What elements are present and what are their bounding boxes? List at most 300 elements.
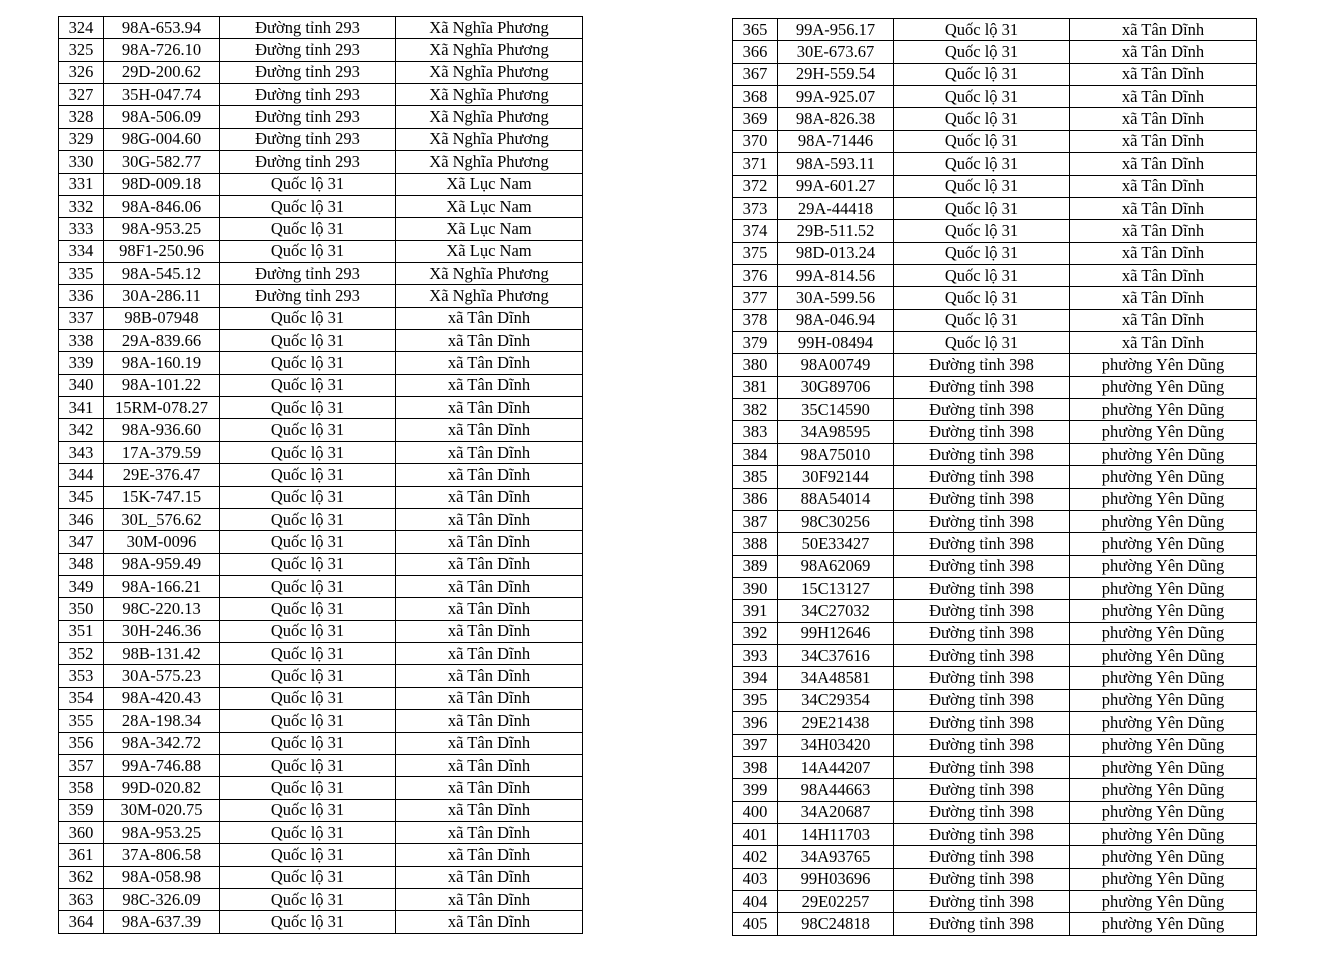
row-index-cell: 371 [733,153,778,175]
road-name-cell: Đường tỉnh 398 [894,622,1070,644]
row-index-cell: 354 [59,687,104,709]
license-plate-cell: 29B-511.52 [778,220,894,242]
license-plate-cell: 99H03696 [778,868,894,890]
row-index-cell: 338 [59,330,104,352]
table-row [59,553,583,575]
license-plate-cell: 98A-953.25 [104,821,220,843]
table-row [733,86,1257,108]
road-name-cell: Đường tỉnh 398 [894,376,1070,398]
road-name-cell: Đường tỉnh 398 [894,577,1070,599]
table-row [59,419,583,441]
license-plate-cell: 34A48581 [778,667,894,689]
commune-name-cell: xã Tân Dĩnh [1070,41,1257,63]
license-plate-cell: 30A-599.56 [778,287,894,309]
row-index-cell: 373 [733,197,778,219]
commune-name-cell: xã Tân Dĩnh [1070,153,1257,175]
row-index-cell: 327 [59,84,104,106]
row-index-cell: 403 [733,868,778,890]
road-name-cell: Đường tỉnh 398 [894,533,1070,555]
road-name-cell: Quốc lộ 31 [220,687,396,709]
commune-name-cell: Xã Nghĩa Phương [396,61,583,83]
table-row [59,128,583,150]
license-plate-cell: 15K-747.15 [104,486,220,508]
row-index-cell: 358 [59,777,104,799]
table-row [733,533,1257,555]
row-index-cell: 324 [59,17,104,39]
table-row [733,309,1257,331]
road-name-cell: Quốc lộ 31 [894,332,1070,354]
table-row [59,531,583,553]
license-plate-cell: 98A-545.12 [104,262,220,284]
row-index-cell: 398 [733,756,778,778]
road-name-cell: Quốc lộ 31 [220,218,396,240]
commune-name-cell: Xã Nghĩa Phương [396,84,583,106]
commune-name-cell: xã Tân Dĩnh [1070,19,1257,41]
row-index-cell: 375 [733,242,778,264]
table-row [733,287,1257,309]
commune-name-cell: phường Yên Dũng [1070,779,1257,801]
row-index-cell: 365 [733,19,778,41]
license-plate-cell: 30E-673.67 [778,41,894,63]
row-index-cell: 383 [733,421,778,443]
row-index-cell: 391 [733,600,778,622]
commune-name-cell: xã Tân Dĩnh [396,330,583,352]
road-name-cell: Quốc lộ 31 [220,777,396,799]
road-name-cell: Quốc lộ 31 [220,665,396,687]
road-name-cell: Quốc lộ 31 [220,911,396,933]
license-plate-cell: 99H12646 [778,622,894,644]
commune-name-cell: xã Tân Dĩnh [396,821,583,843]
row-index-cell: 329 [59,128,104,150]
commune-name-cell: xã Tân Dĩnh [1070,220,1257,242]
license-plate-cell: 98D-013.24 [778,242,894,264]
table-row [733,264,1257,286]
table-row [59,665,583,687]
license-plate-cell: 98A62069 [778,555,894,577]
table-row [59,106,583,128]
table-row [733,801,1257,823]
row-index-cell: 346 [59,508,104,530]
table-row [733,645,1257,667]
table-body-right [733,19,1257,936]
road-name-cell: Quốc lộ 31 [894,19,1070,41]
road-name-cell: Quốc lộ 31 [894,175,1070,197]
commune-name-cell: phường Yên Dũng [1070,488,1257,510]
row-index-cell: 349 [59,575,104,597]
table-row [59,218,583,240]
commune-name-cell: xã Tân Dĩnh [396,508,583,530]
row-index-cell: 395 [733,689,778,711]
table-row [59,374,583,396]
license-plate-cell: 37A-806.58 [104,844,220,866]
commune-name-cell: phường Yên Dũng [1070,823,1257,845]
row-index-cell: 372 [733,175,778,197]
road-name-cell: Quốc lộ 31 [894,130,1070,152]
road-name-cell: Quốc lộ 31 [894,287,1070,309]
commune-name-cell: xã Tân Dĩnh [1070,63,1257,85]
table-row [59,240,583,262]
commune-name-cell: phường Yên Dũng [1070,645,1257,667]
table-row [59,441,583,463]
license-plate-cell: 29D-200.62 [104,61,220,83]
road-name-cell: Quốc lộ 31 [220,844,396,866]
license-plate-cell: 34A93765 [778,846,894,868]
row-index-cell: 393 [733,645,778,667]
license-plate-cell: 30G-582.77 [104,151,220,173]
road-name-cell: Quốc lộ 31 [220,352,396,374]
road-name-cell: Đường tỉnh 293 [220,151,396,173]
road-name-cell: Đường tỉnh 398 [894,399,1070,421]
road-name-cell: Đường tỉnh 398 [894,846,1070,868]
commune-name-cell: xã Tân Dĩnh [396,575,583,597]
license-plate-cell: 98A-046.94 [778,309,894,331]
table-row [59,508,583,530]
commune-name-cell: xã Tân Dĩnh [396,889,583,911]
commune-name-cell: xã Tân Dĩnh [396,687,583,709]
table-row [733,555,1257,577]
license-plate-cell: 98A-826.38 [778,108,894,130]
road-name-cell: Đường tỉnh 398 [894,734,1070,756]
license-plate-cell: 28A-198.34 [104,710,220,732]
table-row [59,732,583,754]
road-name-cell: Quốc lộ 31 [220,732,396,754]
license-plate-cell: 30F92144 [778,466,894,488]
road-name-cell: Đường tỉnh 293 [220,128,396,150]
road-name-cell: Quốc lộ 31 [220,889,396,911]
license-plate-cell: 98A-953.25 [104,218,220,240]
commune-name-cell: xã Tân Dĩnh [396,754,583,776]
license-plate-cell: 34A20687 [778,801,894,823]
road-name-cell: Quốc lộ 31 [220,598,396,620]
license-plate-cell: 98A-593.11 [778,153,894,175]
table-row [733,108,1257,130]
road-name-cell: Đường tỉnh 398 [894,779,1070,801]
commune-name-cell: Xã Nghĩa Phương [396,285,583,307]
road-name-cell: Đường tỉnh 398 [894,801,1070,823]
road-name-cell: Đường tỉnh 398 [894,868,1070,890]
row-index-cell: 339 [59,352,104,374]
commune-name-cell: xã Tân Dĩnh [396,419,583,441]
table-row [59,687,583,709]
commune-name-cell: phường Yên Dũng [1070,376,1257,398]
road-name-cell: Quốc lộ 31 [894,242,1070,264]
road-name-cell: Đường tỉnh 398 [894,645,1070,667]
commune-name-cell: phường Yên Dũng [1070,600,1257,622]
license-plate-cell: 98A-726.10 [104,39,220,61]
row-index-cell: 326 [59,61,104,83]
row-index-cell: 356 [59,732,104,754]
road-name-cell: Đường tỉnh 398 [894,600,1070,622]
road-name-cell: Quốc lộ 31 [894,220,1070,242]
road-name-cell: Đường tỉnh 398 [894,354,1070,376]
license-plate-cell: 98A-637.39 [104,911,220,933]
table-row [733,846,1257,868]
license-plate-cell: 30G89706 [778,376,894,398]
road-name-cell: Đường tỉnh 398 [894,891,1070,913]
road-name-cell: Quốc lộ 31 [220,464,396,486]
row-index-cell: 355 [59,710,104,732]
table-row [59,754,583,776]
license-plate-cell: 98A-846.06 [104,195,220,217]
row-index-cell: 390 [733,577,778,599]
row-index-cell: 401 [733,823,778,845]
commune-name-cell: xã Tân Dĩnh [396,866,583,888]
commune-name-cell: xã Tân Dĩnh [396,464,583,486]
table-row [733,913,1257,935]
table-row [59,262,583,284]
row-index-cell: 388 [733,533,778,555]
table-row [733,734,1257,756]
road-name-cell: Đường tỉnh 293 [220,285,396,307]
row-index-cell: 332 [59,195,104,217]
commune-name-cell: xã Tân Dĩnh [1070,108,1257,130]
row-index-cell: 344 [59,464,104,486]
row-index-cell: 335 [59,262,104,284]
commune-name-cell: xã Tân Dĩnh [396,665,583,687]
license-plate-cell: 98C-220.13 [104,598,220,620]
road-name-cell: Quốc lộ 31 [220,531,396,553]
table-row [59,151,583,173]
commune-name-cell: phường Yên Dũng [1070,712,1257,734]
license-plate-cell: 99A-925.07 [778,86,894,108]
commune-name-cell: phường Yên Dũng [1070,354,1257,376]
license-plate-cell: 29E-376.47 [104,464,220,486]
commune-name-cell: xã Tân Dĩnh [396,553,583,575]
commune-name-cell: xã Tân Dĩnh [396,441,583,463]
commune-name-cell: xã Tân Dĩnh [1070,86,1257,108]
road-name-cell: Quốc lộ 31 [220,866,396,888]
road-name-cell: Đường tỉnh 398 [894,913,1070,935]
table-row [733,41,1257,63]
violation-table-right [732,18,1257,936]
license-plate-cell: 50E33427 [778,533,894,555]
table-row [733,622,1257,644]
commune-name-cell: phường Yên Dũng [1070,667,1257,689]
violation-table-left [58,16,583,934]
table-row [733,421,1257,443]
road-name-cell: Đường tỉnh 293 [220,262,396,284]
table-row [59,307,583,329]
license-plate-cell: 99A-814.56 [778,264,894,286]
commune-name-cell: phường Yên Dũng [1070,421,1257,443]
road-name-cell: Đường tỉnh 398 [894,667,1070,689]
row-index-cell: 377 [733,287,778,309]
road-name-cell: Đường tỉnh 398 [894,712,1070,734]
row-index-cell: 368 [733,86,778,108]
road-name-cell: Quốc lộ 31 [220,620,396,642]
row-index-cell: 351 [59,620,104,642]
table-row [59,173,583,195]
license-plate-cell: 34C29354 [778,689,894,711]
road-name-cell: Quốc lộ 31 [894,108,1070,130]
road-name-cell: Quốc lộ 31 [220,486,396,508]
table-row [733,354,1257,376]
commune-name-cell: phường Yên Dũng [1070,734,1257,756]
commune-name-cell: xã Tân Dĩnh [396,352,583,374]
table-row [733,466,1257,488]
road-name-cell: Quốc lộ 31 [220,575,396,597]
row-index-cell: 405 [733,913,778,935]
row-index-cell: 352 [59,643,104,665]
road-name-cell: Quốc lộ 31 [220,799,396,821]
table-row [733,220,1257,242]
license-plate-cell: 34C27032 [778,600,894,622]
license-plate-cell: 98A-653.94 [104,17,220,39]
road-name-cell: Quốc lộ 31 [220,419,396,441]
commune-name-cell: Xã Lục Nam [396,173,583,195]
table-row [733,130,1257,152]
row-index-cell: 331 [59,173,104,195]
commune-name-cell: phường Yên Dũng [1070,846,1257,868]
row-index-cell: 369 [733,108,778,130]
table-row [733,197,1257,219]
table-row [733,510,1257,532]
table-row [733,577,1257,599]
table-row [59,844,583,866]
license-plate-cell: 98B-131.42 [104,643,220,665]
license-plate-cell: 98A-342.72 [104,732,220,754]
row-index-cell: 325 [59,39,104,61]
license-plate-cell: 29A-44418 [778,197,894,219]
license-plate-cell: 34C37616 [778,645,894,667]
row-index-cell: 353 [59,665,104,687]
license-plate-cell: 98A75010 [778,443,894,465]
commune-name-cell: xã Tân Dĩnh [396,374,583,396]
row-index-cell: 359 [59,799,104,821]
row-index-cell: 392 [733,622,778,644]
table-row [733,175,1257,197]
license-plate-cell: 29A-839.66 [104,330,220,352]
license-plate-cell: 29H-559.54 [778,63,894,85]
commune-name-cell: phường Yên Dũng [1070,399,1257,421]
row-index-cell: 404 [733,891,778,913]
commune-name-cell: phường Yên Dũng [1070,868,1257,890]
row-index-cell: 341 [59,397,104,419]
row-index-cell: 387 [733,510,778,532]
commune-name-cell: phường Yên Dũng [1070,622,1257,644]
table-row [59,330,583,352]
commune-name-cell: phường Yên Dũng [1070,533,1257,555]
commune-name-cell: Xã Nghĩa Phương [396,106,583,128]
table-row [733,19,1257,41]
commune-name-cell: phường Yên Dũng [1070,555,1257,577]
row-index-cell: 366 [733,41,778,63]
commune-name-cell: xã Tân Dĩnh [1070,332,1257,354]
row-index-cell: 384 [733,443,778,465]
license-plate-cell: 29E02257 [778,891,894,913]
table-row [59,643,583,665]
license-plate-cell: 99A-746.88 [104,754,220,776]
row-index-cell: 347 [59,531,104,553]
license-plate-cell: 98A44663 [778,779,894,801]
commune-name-cell: xã Tân Dĩnh [396,911,583,933]
road-name-cell: Quốc lộ 31 [220,307,396,329]
road-name-cell: Đường tỉnh 398 [894,421,1070,443]
commune-name-cell: phường Yên Dũng [1070,891,1257,913]
commune-name-cell: phường Yên Dũng [1070,510,1257,532]
table-row [733,63,1257,85]
road-name-cell: Quốc lộ 31 [220,754,396,776]
table-row [733,779,1257,801]
road-name-cell: Quốc lộ 31 [220,240,396,262]
commune-name-cell: xã Tân Dĩnh [396,531,583,553]
commune-name-cell: Xã Lục Nam [396,240,583,262]
table-row [59,464,583,486]
road-name-cell: Đường tỉnh 293 [220,106,396,128]
road-name-cell: Quốc lộ 31 [894,153,1070,175]
road-name-cell: Quốc lộ 31 [220,173,396,195]
table-row [733,399,1257,421]
license-plate-cell: 30M-0096 [104,531,220,553]
road-name-cell: Quốc lộ 31 [894,264,1070,286]
table-row [733,868,1257,890]
license-plate-cell: 98A00749 [778,354,894,376]
commune-name-cell: xã Tân Dĩnh [396,620,583,642]
table-body-left [59,17,583,934]
road-name-cell: Quốc lộ 31 [220,553,396,575]
row-index-cell: 362 [59,866,104,888]
commune-name-cell: xã Tân Dĩnh [396,397,583,419]
table-row [59,777,583,799]
row-index-cell: 337 [59,307,104,329]
table-row [733,823,1257,845]
road-name-cell: Đường tỉnh 293 [220,61,396,83]
license-plate-cell: 98A-506.09 [104,106,220,128]
license-plate-cell: 98G-004.60 [104,128,220,150]
commune-name-cell: xã Tân Dĩnh [1070,130,1257,152]
license-plate-cell: 30L_576.62 [104,508,220,530]
row-index-cell: 336 [59,285,104,307]
license-plate-cell: 34A98595 [778,421,894,443]
table-row [59,821,583,843]
row-index-cell: 382 [733,399,778,421]
commune-name-cell: xã Tân Dĩnh [396,307,583,329]
road-name-cell: Đường tỉnh 293 [220,84,396,106]
commune-name-cell: xã Tân Dĩnh [396,710,583,732]
license-plate-cell: 99A-956.17 [778,19,894,41]
license-plate-cell: 98A-101.22 [104,374,220,396]
table-row [59,352,583,374]
license-plate-cell: 15C13127 [778,577,894,599]
commune-name-cell: xã Tân Dĩnh [1070,287,1257,309]
table-row [59,195,583,217]
table-row [733,712,1257,734]
road-name-cell: Quốc lộ 31 [220,397,396,419]
row-index-cell: 363 [59,889,104,911]
road-name-cell: Đường tỉnh 398 [894,756,1070,778]
license-plate-cell: 14A44207 [778,756,894,778]
row-index-cell: 333 [59,218,104,240]
row-index-cell: 360 [59,821,104,843]
table-row [59,575,583,597]
commune-name-cell: xã Tân Dĩnh [1070,309,1257,331]
commune-name-cell: Xã Lục Nam [396,218,583,240]
license-plate-cell: 99H-08494 [778,332,894,354]
row-index-cell: 374 [733,220,778,242]
row-index-cell: 370 [733,130,778,152]
row-index-cell: 334 [59,240,104,262]
road-name-cell: Đường tỉnh 293 [220,17,396,39]
row-index-cell: 394 [733,667,778,689]
road-name-cell: Đường tỉnh 398 [894,555,1070,577]
table-row [733,488,1257,510]
row-index-cell: 340 [59,374,104,396]
license-plate-cell: 30H-246.36 [104,620,220,642]
commune-name-cell: xã Tân Dĩnh [396,844,583,866]
road-name-cell: Đường tỉnh 293 [220,39,396,61]
road-name-cell: Quốc lộ 31 [220,821,396,843]
commune-name-cell: phường Yên Dũng [1070,689,1257,711]
